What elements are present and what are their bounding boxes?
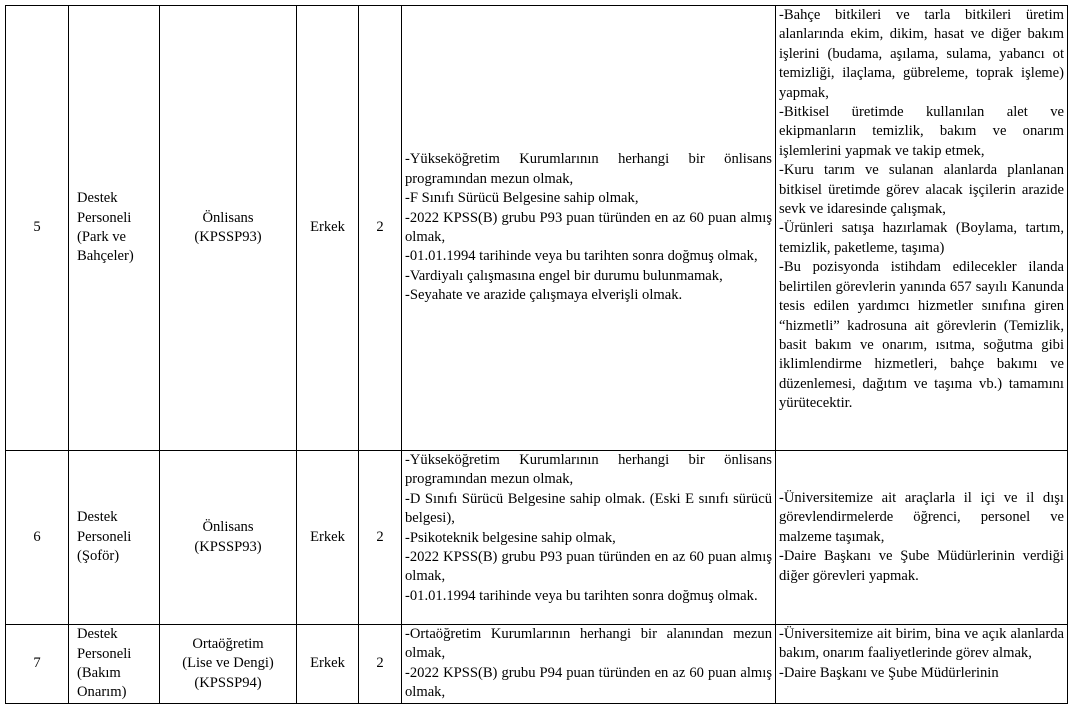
requirements	[402, 6, 776, 451]
requirements-text: -Yükseköğretim Kurumlarının herhangi bir önlisans programından mezun olmak, -F Sınıfı Sürücü Belgesine sahip olmak, -2022 KPSS(B) grubu P93 puan türünden en az 60 puan almış olmak, -01.01.1994 tarihinde veya bu tarihten sonra doğmuş olmak, -Vardiyalı çalışmasına engel bir durumu bulunmamak, -Seyahate ve arazide çalışmaya elverişli olmak.	[405, 151, 772, 304]
gender: Erkek	[297, 6, 359, 451]
duties-text: -Üniversitemize ait birim, bina ve açık alanlarda bakım, onarım faaliyetlerinde görev almak, -Daire Başkanı ve Şube Müdürlerinin	[779, 626, 1064, 681]
position-count: 2	[359, 451, 402, 625]
education-level: Önlisans (KPSSP93)	[160, 451, 297, 625]
table-row	[6, 625, 1068, 704]
positions-table	[5, 5, 1068, 704]
duties	[776, 625, 1068, 704]
duties-text: -Üniversitemize ait araçlarla il içi ve il dışı görevlendirmelerde öğrenci, personel ve malzeme taşımak, -Daire Başkanı ve Şube Müdürlerinin verdiği diğer görevleri yapmak.	[779, 489, 1064, 584]
table-row	[6, 451, 1068, 625]
position-count: 2	[359, 625, 402, 704]
requirements	[402, 451, 776, 625]
position-count: 2	[359, 6, 402, 451]
duties	[776, 451, 1068, 625]
education-level: Ortaöğretim (Lise ve Dengi) (KPSSP94)	[160, 625, 297, 704]
row-number: 7	[6, 625, 69, 704]
requirements-text: -Yükseköğretim Kurumlarının herhangi bir önlisans programından mezun olmak, -D Sınıfı Sürücü Belgesine sahip olmak. (Eski E sınıfı sürücü belgesi), -Psikoteknik belgesine sahip olmak, -2022 KPSS(B) grubu P93 puan türünden en az 60 puan almış olmak, -01.01.1994 tarihinde veya bu tarihten sonra doğmuş olmak.	[405, 452, 772, 604]
duties-text: -Bahçe bitkileri ve tarla bitkileri üretim alanlarında ekim, dikim, hasat ve diğer bakım işlerini (budama, aşılama, sulama, yabancı ot temizliği, ilaçlama, gübreleme, toprak işleme) yapmak, -Bitkisel üretimde kullanılan alet ve ekipmanların temizlik, bakım ve onarım işlemlerini yapmak ve takip etmek, -Kuru tarım ve sulanan alanlarda planlanan bitkisel üretimde görev alacak işçilerin arazide sevk ve idaresinde çalışmak, -Ürünleri satışa hazırlamak (Boylama, tartım, temizlik, paketleme, taşıma) -Bu pozisyonda istihdam edilecekler ilanda belirtilen görevlerin yanında 657 sayılı Kanunda tesis edilen yardımcı hizmetler sınıfına giren “hizmetli” kadrosuna ait görevlerin (Temizlik, basit bakım ve onarım, ısıtma, soğutma gibi iklimlendirme hizmetleri, bahçe bakımı ve düzenlemesi, dağıtım ve taşıma vb.) tamamını yürütecektir.	[779, 7, 1064, 412]
duties	[776, 6, 1068, 451]
position-title: Destek Personeli (Şoför)	[69, 451, 160, 625]
position-title: Destek Personeli (Bakım Onarım)	[69, 625, 160, 704]
table-row	[6, 6, 1068, 451]
row-number: 6	[6, 451, 69, 625]
education-level: Önlisans (KPSSP93)	[160, 6, 297, 451]
gender: Erkek	[297, 451, 359, 625]
gender: Erkek	[297, 625, 359, 704]
requirements	[402, 625, 776, 704]
row-number: 5	[6, 6, 69, 451]
position-title: Destek Personeli (Park ve Bahçeler)	[69, 6, 160, 451]
requirements-text: -Ortaöğretim Kurumlarının herhangi bir alanından mezun olmak, -2022 KPSS(B) grubu P94 puan türünden en az 60 puan almış olmak,	[405, 626, 772, 701]
